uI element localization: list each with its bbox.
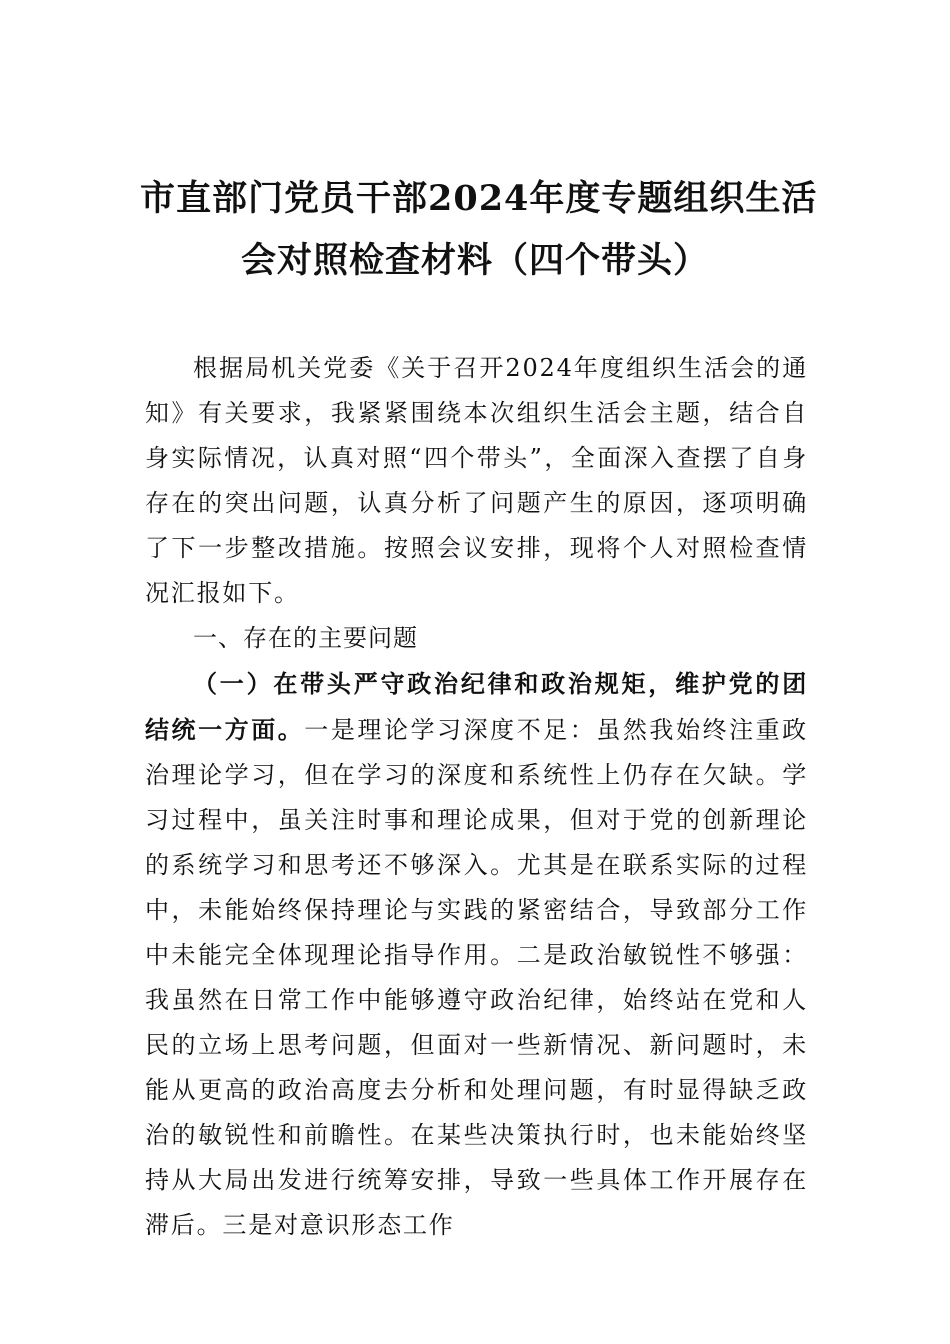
subsection-body: 一是理论学习深度不足：虽然我始终注重政治理论学习，但在学习的深度和系统性上仍存在欠缺。学习过程中，虽关注时事和理论成果，但对于党的创新理论的系统学习和思考还不够深入。尤其是在联系实际的过程中，未能始终保持理论与实践的紧密结合，导致部分工作中未能完全体现理论指导作用。二是政治敏锐性不够强：我虽然在日常工作中能够遵守政治纪律，始终站在党和人民的立场上思考问题，但面对一些新情况、新问题时，未能从更高的政治高度去分析和处理问题，有时显得缺乏政治的敏锐性和前瞻性。在某些决策执行时，也未能始终坚持从大局出发进行统筹安排，导致一些具体工作开展存在滞后。三是对意识形态工作 xyxy=(145,716,808,1239)
title-line-2: 会对照检查材料（四个带头） xyxy=(240,240,709,281)
intro-paragraph: 根据局机关党委《关于召开2024年度组织生活会的通知》有关要求，我紧紧围绕本次组织生活会主题，结合自身实际情况，认真对照“四个带头”，全面深入查摆了自身存在的突出问题，认真分析了问题产生的原因，逐项明确了下一步整改措施。按照会议安排，现将个人对照检查情况汇报如下。 xyxy=(145,354,808,607)
document-body xyxy=(145,346,808,1248)
section-heading: 一、存在的主要问题 xyxy=(193,624,418,652)
subsection-paragraph xyxy=(145,661,808,1248)
title-line-1: 市直部门党员干部2024年度专题组织生活 xyxy=(140,178,818,219)
document-title xyxy=(140,168,818,292)
subsection-heading: （一）在带头严守政治纪律和政治规矩，维护党的团结统一方面。 xyxy=(145,669,808,744)
